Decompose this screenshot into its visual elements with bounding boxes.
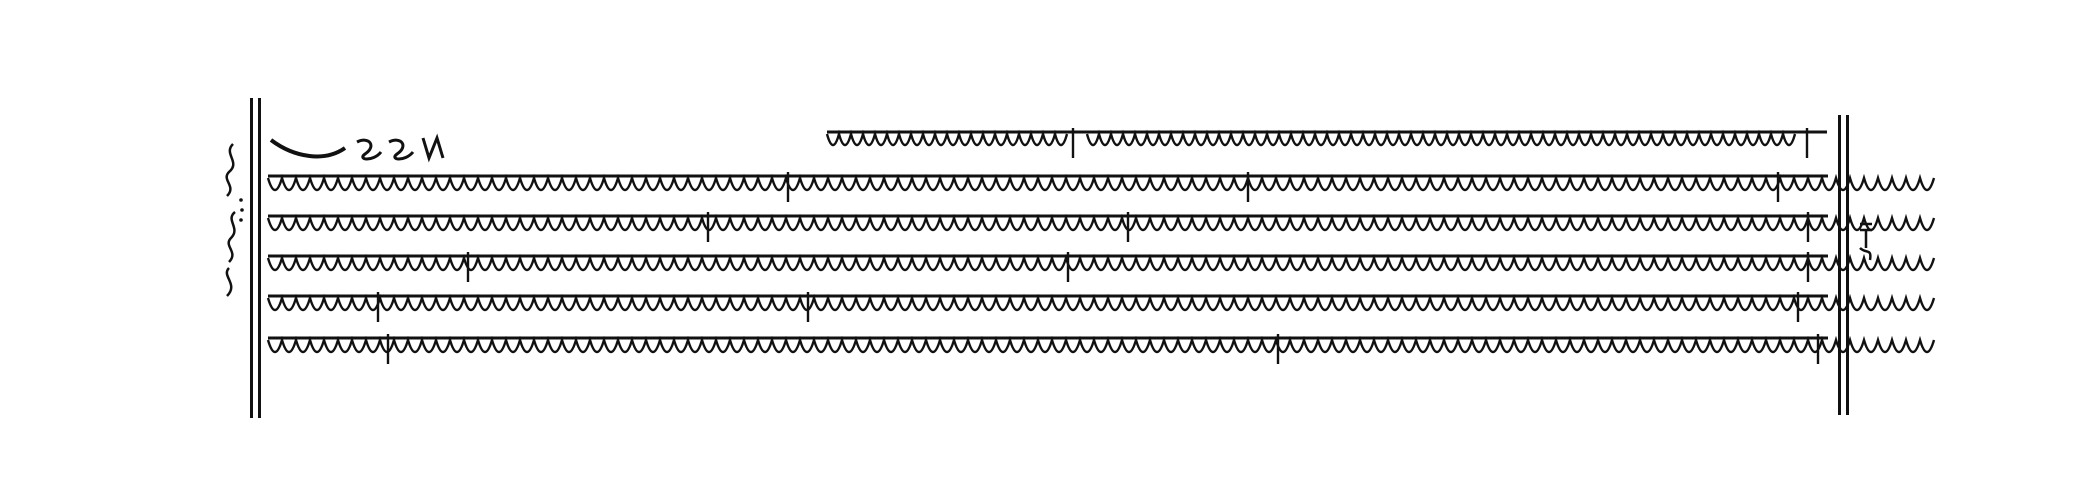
left-frame-rule-inner [258,98,261,418]
left-margin-annotation [215,140,245,300]
folio-number-glyphs [265,132,465,172]
script-line-1-text [827,124,1827,164]
script-line-5-text [268,288,1828,328]
script-line-4-text [268,248,1828,288]
left-frame-rule-outer [250,98,253,418]
script-line-2-text [268,168,1828,208]
script-line-3-text [268,208,1828,248]
script-line-6-text [268,330,1828,370]
